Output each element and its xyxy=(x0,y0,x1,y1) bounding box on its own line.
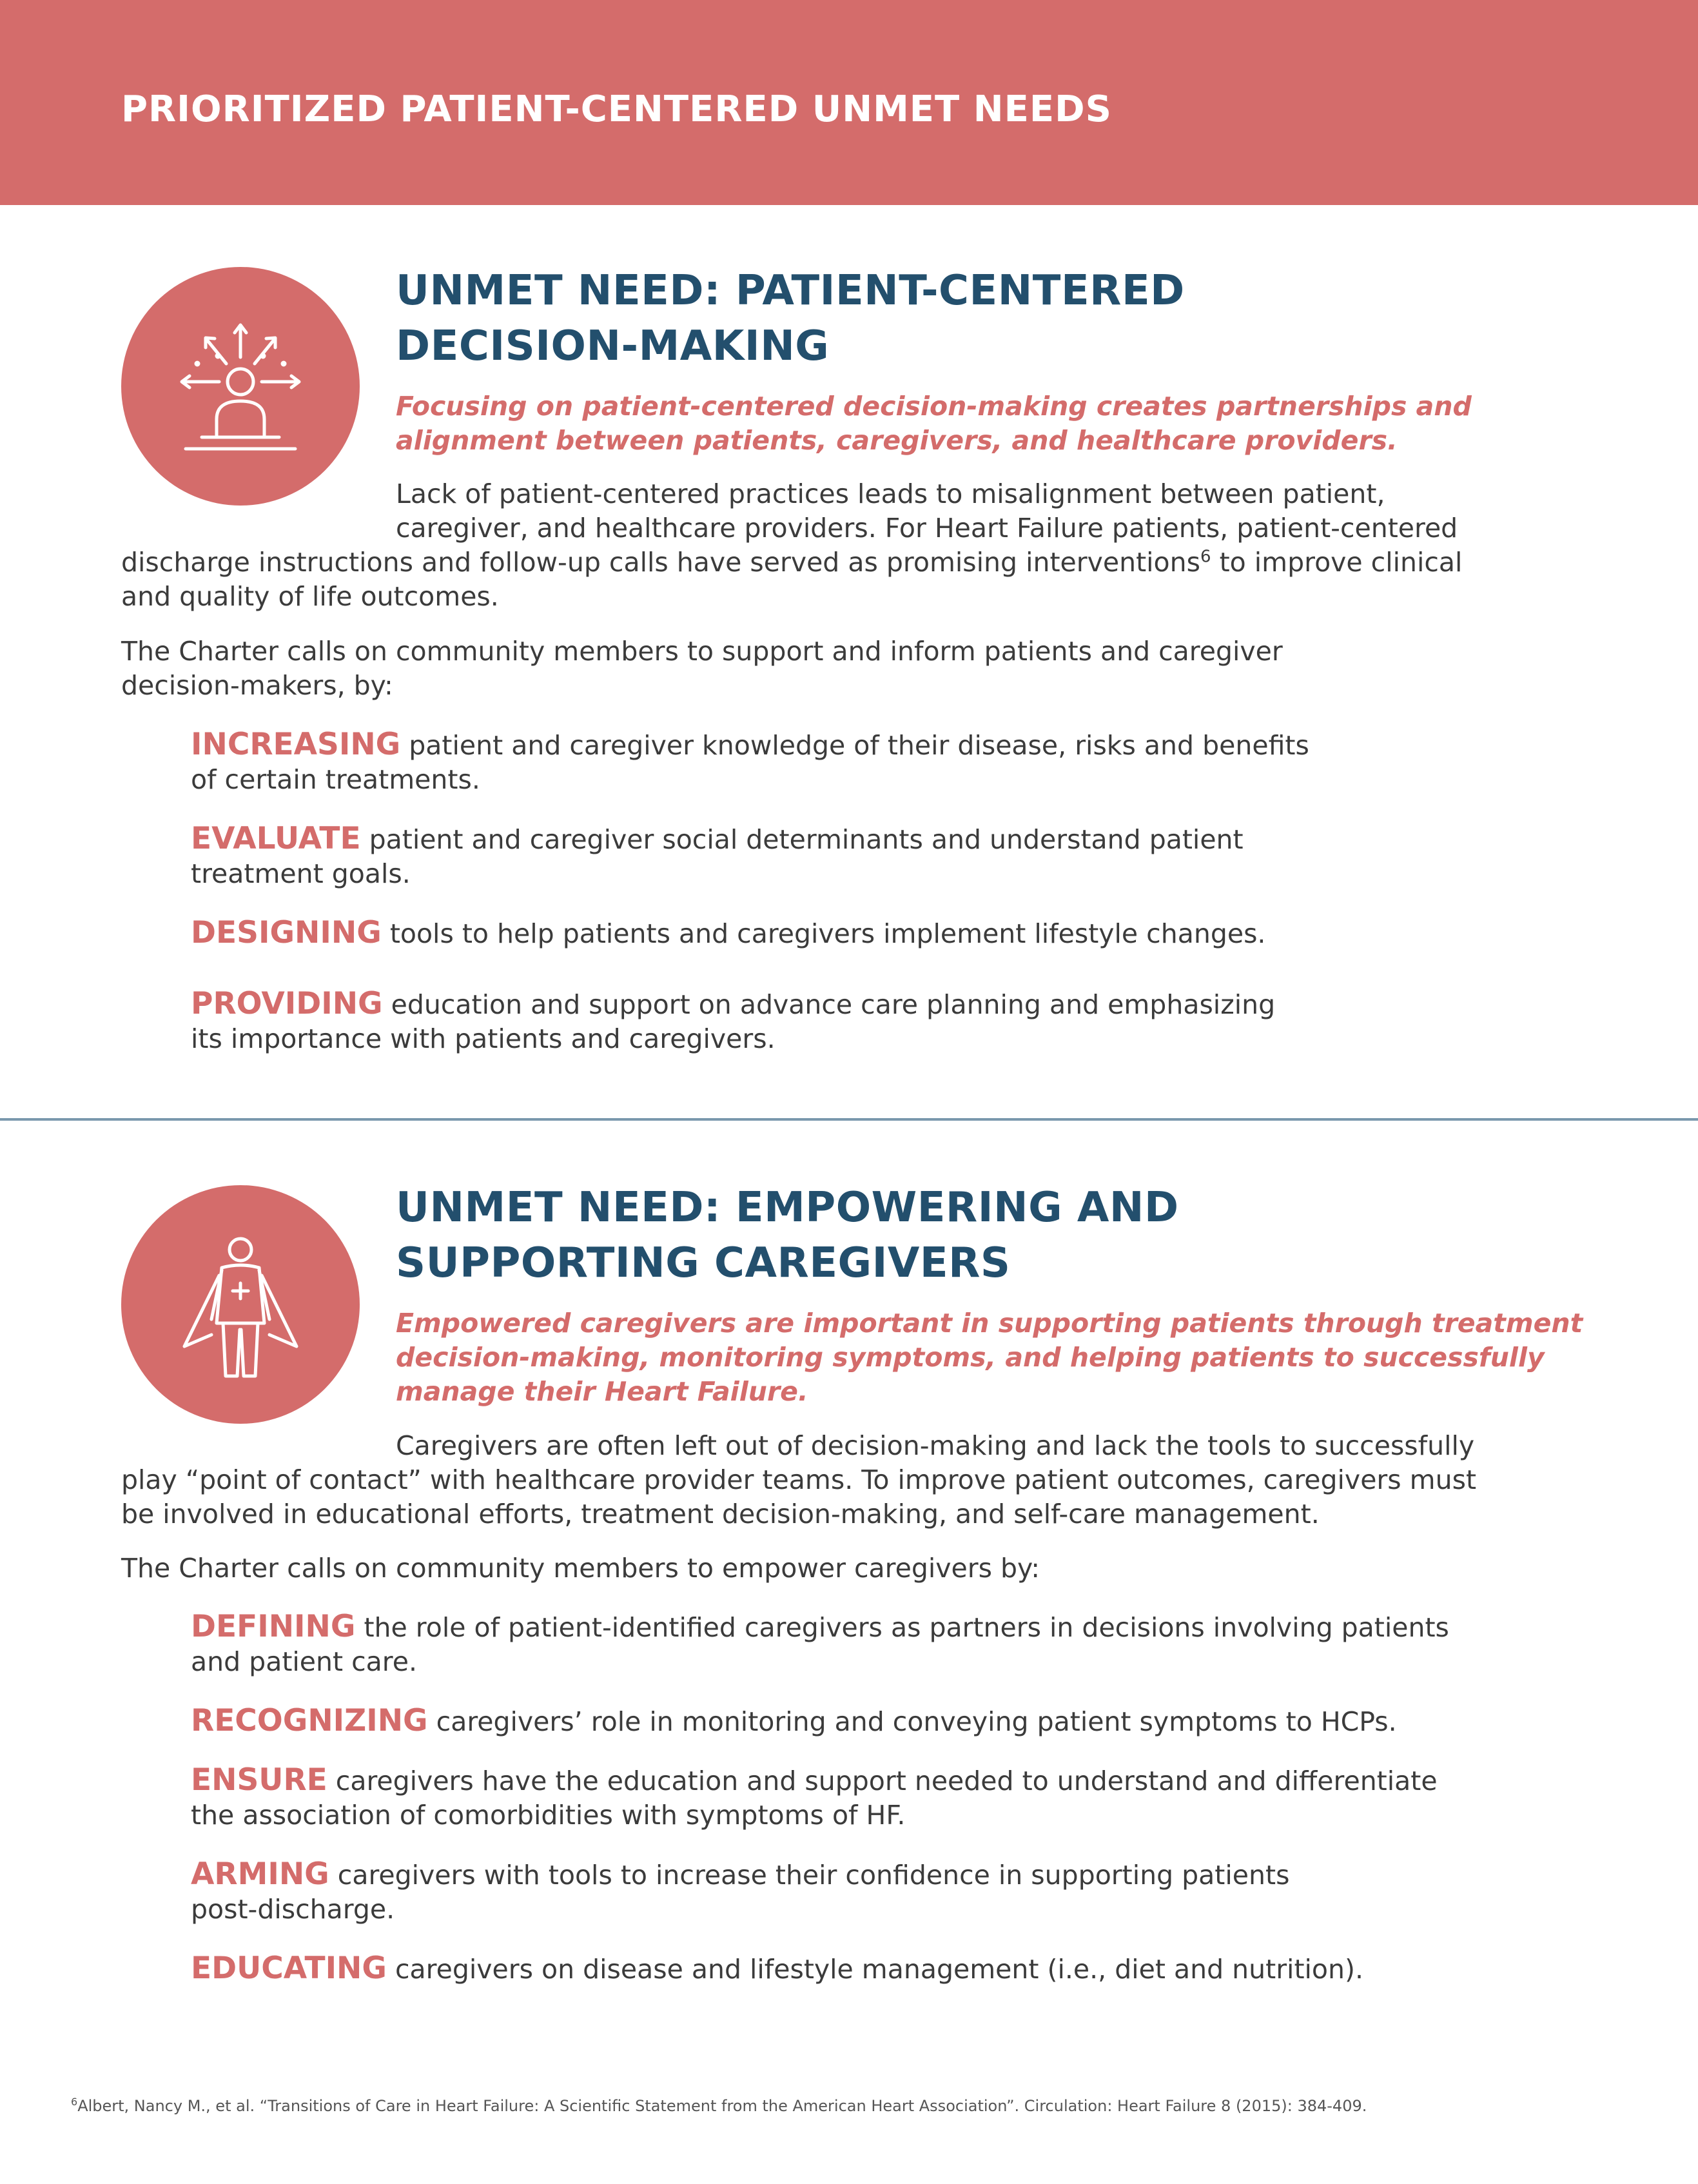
item-text: education and support on advance care planning and emphasizing xyxy=(382,989,1276,1020)
section-divider xyxy=(0,1118,1698,1121)
paragraph-line: be involved in educational efforts, treatment decision-making, and self-care management. xyxy=(121,1499,1320,1530)
paragraph-line: play “point of contact” with healthcare provider teams. To improve patient outcomes, caregivers must xyxy=(121,1464,1477,1495)
item-line: of certain treatments. xyxy=(191,764,480,795)
paragraph-line: The Charter calls on community members to support and inform patients and caregiver xyxy=(121,636,1283,667)
item-text: patient and caregiver social determinants and understand patient xyxy=(360,824,1244,855)
caregiver-superhero-icon xyxy=(121,1185,360,1424)
paragraph-line: caregiver, and healthcare providers. For Heart Failure patients, patient-centered xyxy=(396,513,1458,544)
item-line xyxy=(191,987,1275,1022)
item-text: patient and caregiver knowledge of their disease, risks and benefits xyxy=(400,730,1309,761)
item-line xyxy=(191,1609,1449,1645)
action-item xyxy=(191,1857,1289,1927)
lead-line: Empowered caregivers are important in supporting patients through treatment xyxy=(396,1308,1583,1339)
title-line: UNMET NEED: EMPOWERING AND xyxy=(396,1184,1179,1232)
item-keyword: EDUCATING xyxy=(191,1951,387,1986)
decision-making-person-icon xyxy=(121,267,360,506)
action-item xyxy=(191,1763,1438,1833)
item-keyword: ENSURE xyxy=(191,1762,327,1798)
item-line xyxy=(191,1857,1289,1893)
page-title: PRIORITIZED PATIENT-CENTERED UNMET NEEDS xyxy=(121,88,1112,130)
item-line xyxy=(191,821,1244,857)
paragraph-line: Lack of patient-centered practices leads to misalignment between patient, xyxy=(396,478,1385,509)
action-item xyxy=(191,1951,1363,1987)
item-keyword: RECOGNIZING xyxy=(191,1703,428,1738)
paragraph-line: decision-makers, by: xyxy=(121,670,393,701)
item-keyword: PROVIDING xyxy=(191,986,383,1021)
item-text: the role of patient-identified caregivers as partners in decisions involving patients xyxy=(355,1612,1449,1643)
item-keyword: ARMING xyxy=(191,1856,329,1892)
item-keyword: INCREASING xyxy=(191,727,401,762)
lead-line: decision-making, monitoring symptoms, and helping patients to successfully xyxy=(396,1342,1545,1373)
section-lead xyxy=(396,389,1472,458)
action-item xyxy=(191,727,1309,797)
action-item xyxy=(191,1609,1449,1679)
action-item xyxy=(191,821,1244,891)
footnote-marker: 6 xyxy=(71,2096,78,2108)
section-lead xyxy=(396,1306,1583,1409)
paragraph-line: The Charter calls on community members to empower caregivers by: xyxy=(121,1553,1040,1584)
item-text: caregivers have the education and support needed to understand and differentiate xyxy=(327,1766,1438,1796)
item-line xyxy=(191,1704,1397,1739)
lead-line: manage their Heart Failure. xyxy=(396,1376,808,1407)
item-line: its importance with patients and caregivers. xyxy=(191,1023,776,1054)
section-paragraph xyxy=(121,1429,1476,1531)
item-line xyxy=(191,916,1265,951)
paragraph-text: to improve clinical xyxy=(1211,547,1463,578)
item-line xyxy=(191,1951,1363,1987)
item-keyword: EVALUATE xyxy=(191,821,361,856)
item-line: post-discharge. xyxy=(191,1894,395,1925)
header-banner xyxy=(0,0,1698,205)
footnote xyxy=(71,2096,1367,2116)
action-item xyxy=(191,1704,1397,1739)
section-title-decision-making xyxy=(396,263,1185,374)
item-text: caregivers on disease and lifestyle management (i.e., diet and nutrition). xyxy=(386,1954,1364,1985)
action-item xyxy=(191,987,1275,1056)
item-text: caregivers’ role in monitoring and conveying patient symptoms to HCPs. xyxy=(427,1706,1397,1737)
paragraph-text: discharge instructions and follow-up calls have served as promising interventions xyxy=(121,547,1200,578)
item-line xyxy=(191,727,1309,763)
item-line: the association of comorbidities with symptoms of HF. xyxy=(191,1800,906,1831)
section-paragraph xyxy=(121,477,1462,614)
lead-line: alignment between patients, caregivers, and healthcare providers. xyxy=(396,425,1398,456)
item-line: and patient care. xyxy=(191,1646,417,1677)
item-text: tools to help patients and caregivers implement lifestyle changes. xyxy=(381,918,1266,949)
paragraph-line xyxy=(121,546,1462,580)
footnote-text: Albert, Nancy M., et al. “Transitions of Care in Heart Failure: A Scientific Statement from the American Heart Association”. Circulation: Heart Failure 8 (2015): 384-409. xyxy=(77,2097,1367,2115)
paragraph-line: and quality of life outcomes. xyxy=(121,581,499,612)
item-keyword: DEFINING xyxy=(191,1609,356,1644)
lead-line: Focusing on patient-centered decision-making creates partnerships and xyxy=(396,391,1472,422)
footnote-reference: 6 xyxy=(1200,547,1211,567)
item-line: treatment goals. xyxy=(191,858,411,889)
title-line: DECISION-MAKING xyxy=(396,322,830,370)
section-title-empowering-caregivers xyxy=(396,1180,1179,1291)
paragraph-line: Caregivers are often left out of decision-making and lack the tools to successfully xyxy=(396,1430,1475,1461)
item-keyword: DESIGNING xyxy=(191,915,382,950)
section-intro-paragraph xyxy=(121,635,1283,703)
title-line: UNMET NEED: PATIENT-CENTERED xyxy=(396,267,1185,315)
item-line xyxy=(191,1763,1438,1798)
title-line: SUPPORTING CAREGIVERS xyxy=(396,1239,1011,1287)
action-item xyxy=(191,916,1265,951)
item-text: caregivers with tools to increase their confidence in supporting patients xyxy=(329,1860,1290,1891)
section-intro-paragraph xyxy=(121,1551,1040,1586)
